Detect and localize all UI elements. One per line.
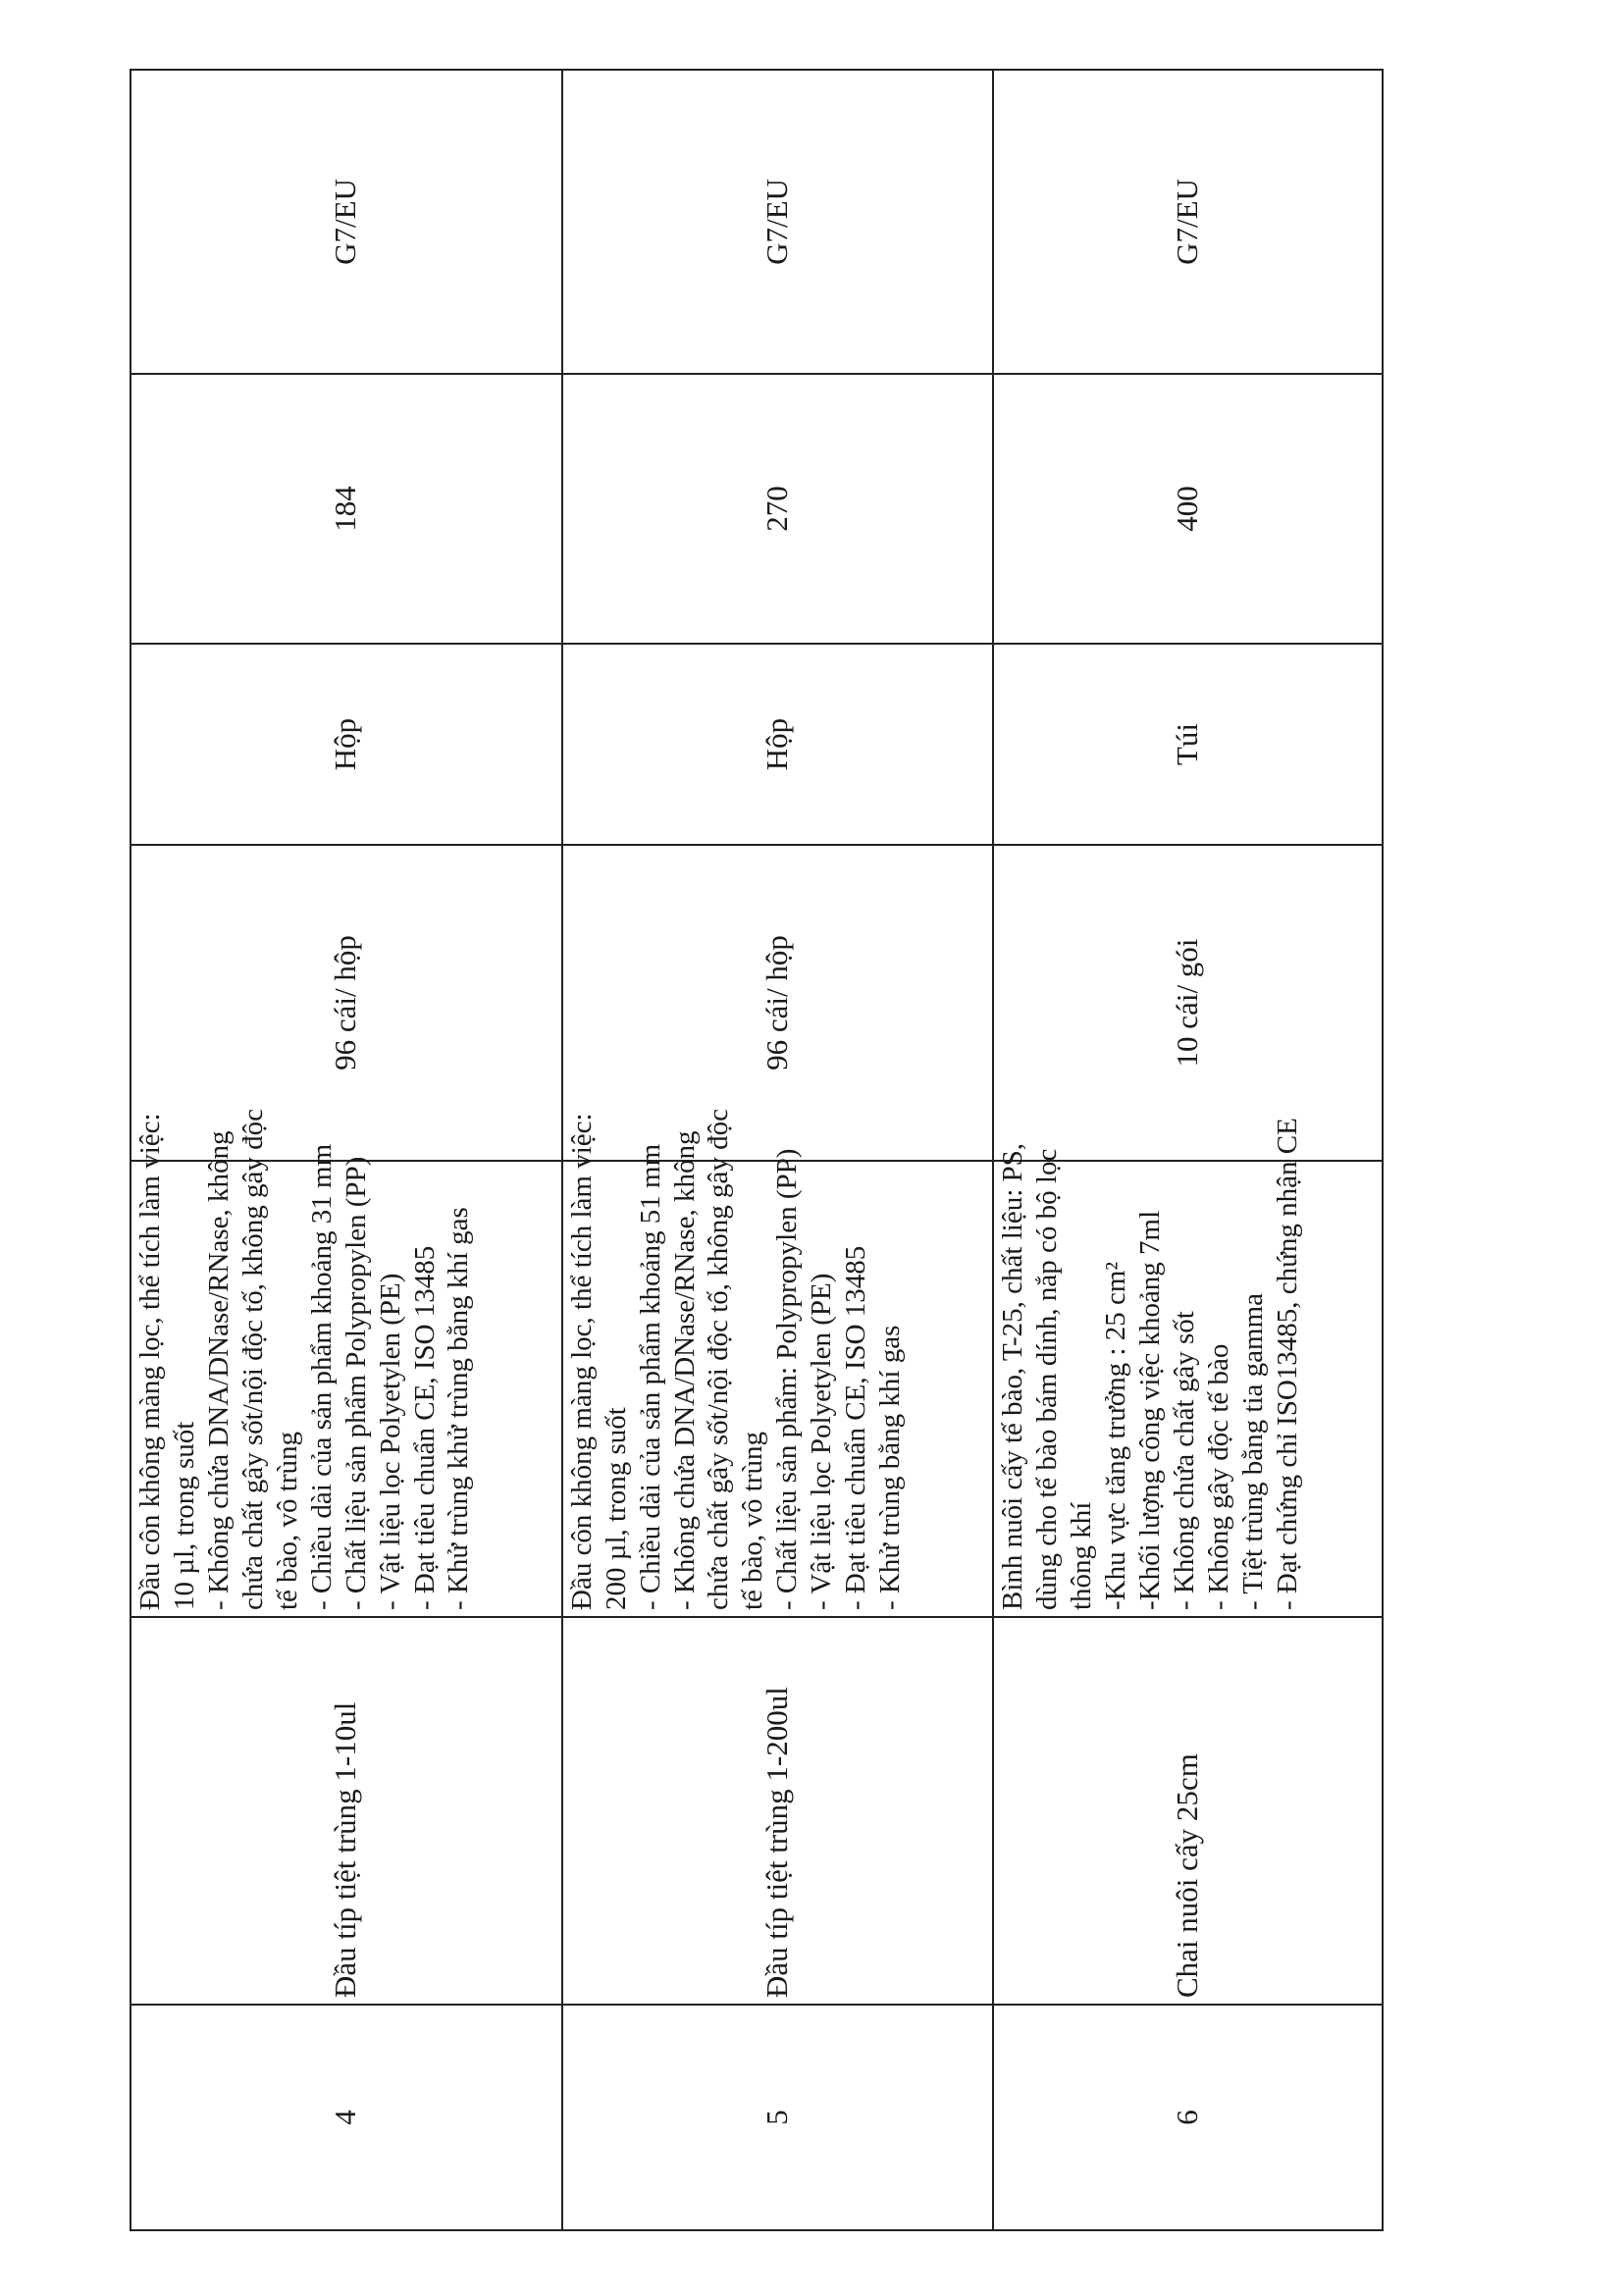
spec-line: -Khu vực tăng trưởng : 25 cm² — [1100, 1261, 1132, 1610]
packaging: 96 cái/ hộp — [562, 845, 994, 1161]
unit: Hộp — [131, 644, 562, 845]
spec-line: 200 µl, trong suốt — [600, 1407, 632, 1610]
packaging: 10 cái/ gói — [993, 845, 1383, 1161]
table-container — [130, 71, 1384, 2231]
quantity: 400 — [993, 374, 1383, 644]
table-row — [131, 70, 562, 2230]
spec-line: - Khử trùng bằng khí gas — [874, 1325, 907, 1610]
row-number: 4 — [131, 2005, 562, 2230]
item-name: Đầu típ tiệt trùng 1-10ul — [131, 1617, 562, 2005]
unit: Túi — [993, 644, 1383, 845]
spec-line: - Chất liệu sản phẩm: Polypropylen (PP) — [771, 1148, 804, 1610]
spec-line: - Không chứa DNA/DNase/RNase, không — [668, 1130, 701, 1610]
origin: G7/EU — [131, 70, 562, 374]
quantity: 270 — [562, 374, 994, 644]
spec-line: - Không chứa chất gây sốt — [1169, 1311, 1201, 1610]
spec-line: - Đạt chứng chỉ ISO13485, chứng nhận CE — [1271, 1118, 1303, 1610]
spec-line: - Chiều dài của sản phẩm khoảng 31 mm — [305, 1143, 338, 1610]
spec-line: - Khử trùng khử trùng bằng khí gas — [443, 1207, 475, 1610]
item-spec — [993, 1118, 1383, 1617]
table-row — [562, 70, 994, 2230]
spec-line: tế bào, vô trùng — [271, 1431, 303, 1610]
item-spec — [562, 1108, 994, 1617]
item-name: Đầu típ tiệt trùng 1-200ul — [562, 1617, 994, 2005]
spec-line: Đầu côn không màng lọc, thể tích làm việc: — [565, 1113, 598, 1610]
spec-line: - Vật liệu lọc Polyetylen (PE) — [374, 1273, 406, 1610]
spec-line: Đầu côn không màng lọc, thể tích làm việc: — [134, 1113, 166, 1610]
quantity: 184 — [131, 374, 562, 644]
spec-line: - Đạt tiêu chuẩn CE, ISO 13485 — [408, 1245, 441, 1610]
rotated-table — [130, 71, 1384, 2231]
item-spec — [131, 1108, 562, 1617]
origin: G7/EU — [562, 70, 994, 374]
spec-line: dùng cho tế bào bám dính, nắp có bộ lọc — [1031, 1148, 1064, 1610]
spec-line: -Khối lượng công việc khoảng 7ml — [1134, 1210, 1167, 1610]
spec-line: 10 µl, trong suốt — [168, 1421, 200, 1610]
spec-line: - Vật liệu lọc Polyetylen (PE) — [806, 1273, 838, 1610]
origin: G7/EU — [993, 70, 1383, 374]
item-name: Chai nuôi cấy 25cm — [993, 1617, 1383, 2005]
spec-line: chứa chất gây sốt/nội độc tố, không gây độc — [703, 1108, 735, 1610]
spec-line: - Chiều dài của sản phẩm khoảng 51 mm — [634, 1143, 666, 1610]
spec-line: - Tiệt trùng bằng tia gamma — [1237, 1293, 1270, 1610]
table-row — [993, 70, 1383, 2230]
spec-line: - Chất liệu sản phẩm Polypropylen (PP) — [340, 1156, 372, 1610]
spec-line: - Không chứa DNA/DNase/RNase, không — [202, 1130, 235, 1610]
spec-line: - Đạt tiêu chuẩn CE, ISO 13485 — [840, 1245, 872, 1610]
equipment-table — [130, 69, 1384, 2231]
row-number: 5 — [562, 2005, 994, 2230]
spec-line: thông khí — [1066, 1501, 1098, 1610]
row-number: 6 — [993, 2005, 1383, 2230]
unit: Hộp — [562, 644, 994, 845]
spec-line: - Không gây độc tế bào — [1203, 1343, 1235, 1610]
spec-line: tế bào, vô trùng — [737, 1431, 769, 1610]
packaging: 96 cái/ hộp — [131, 845, 562, 1161]
spec-line: Bình nuôi cấy tế bào, T-25, chất liệu: PS, — [997, 1142, 1029, 1610]
spec-line: chứa chất gây sốt/nội độc tố, không gây độc — [236, 1108, 269, 1610]
